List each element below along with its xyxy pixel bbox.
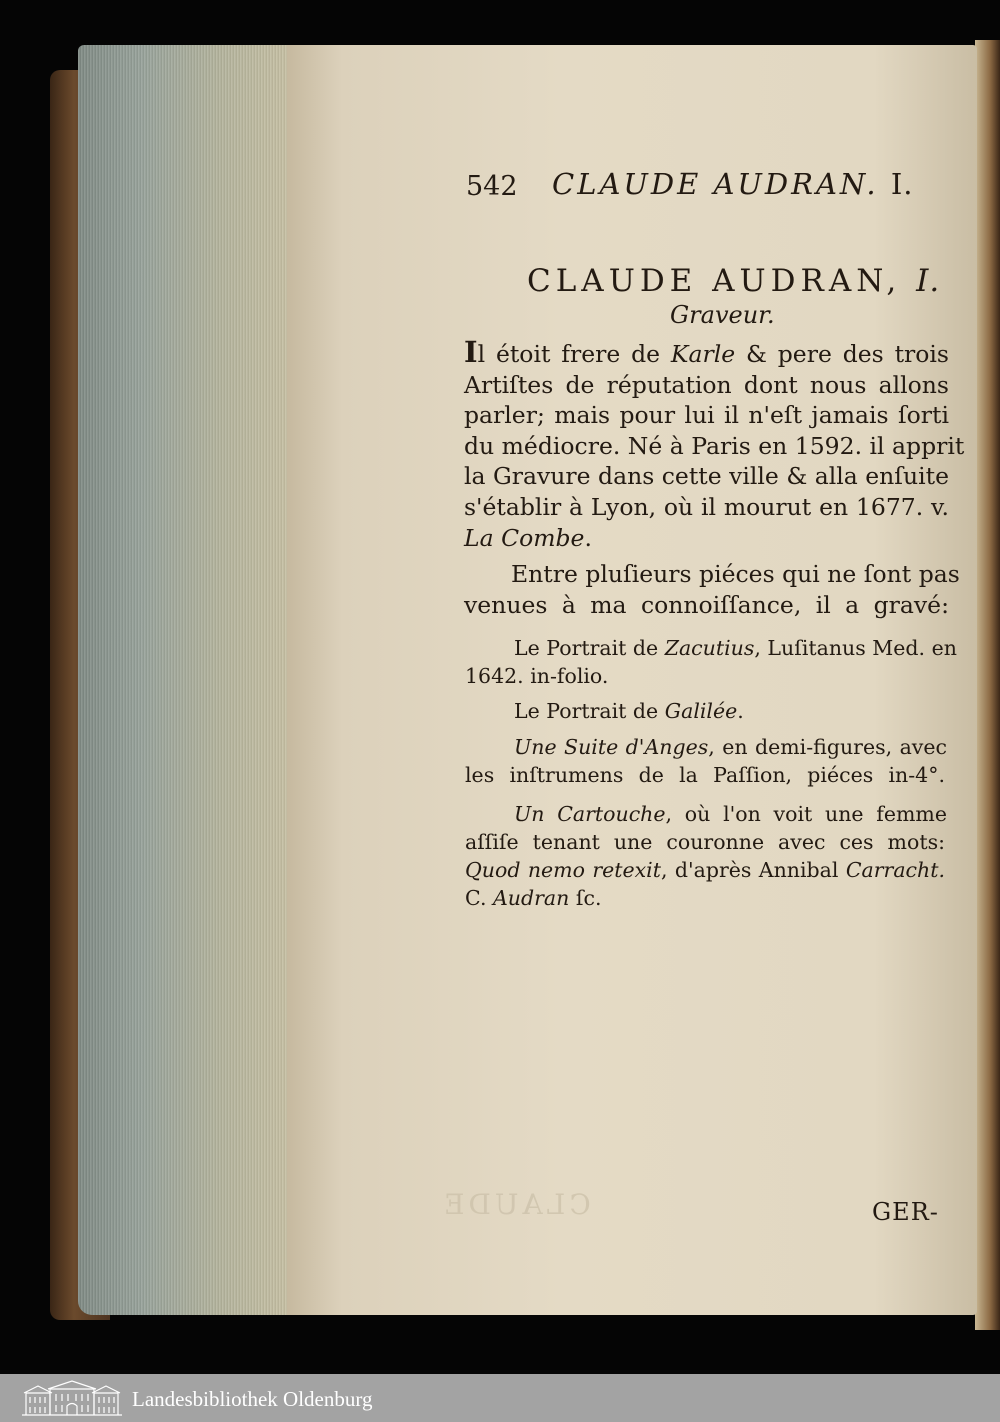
entry-title: CLAUDE AUDRAN, I. — [527, 263, 941, 299]
biography-paragraph — [464, 335, 965, 553]
text-line: Il étoit frere de Karle & pere des trois — [464, 335, 949, 369]
catchword: GER- — [872, 1198, 939, 1226]
book-page — [287, 45, 977, 1315]
text-line: la Gravure dans cette ville & alla enſuite — [464, 462, 949, 491]
text-line: venues à ma connoiſſance, il a gravé: — [464, 590, 949, 619]
show-through-text: CLAUDE — [440, 1188, 591, 1221]
footer-label: Landesbibliothek Oldenburg — [132, 1387, 373, 1411]
work-item: Le Portrait de Zacutius, Luſitanus Med. en 1642. in-folio. — [465, 636, 957, 688]
text-line: La Combe. — [464, 523, 592, 552]
footer-bar — [0, 1374, 1000, 1422]
running-head: CLAUDE AUDRAN. I. — [552, 167, 914, 201]
text-line: Entre pluſieurs piéces qui ne ſont pas — [511, 560, 960, 588]
library-building-icon — [20, 1379, 124, 1417]
text-line: parler; mais pour lui il n'eſt jamais ſorti — [464, 401, 949, 430]
entry-subtitle: Graveur. — [670, 301, 775, 329]
book-cover-right — [975, 40, 1000, 1330]
page-number: 542 — [466, 171, 518, 202]
text-line: s'établir à Lyon, où il mourut en 1677. v. — [464, 492, 949, 521]
work-item: Un Cartouche, où l'on voit une femme aſſiſe tenant une couronne avec ces mots: Quod nemo retexit, d'après Annibal Carracht. C. Audran ſc. — [465, 802, 947, 910]
page-fore-edge — [78, 45, 293, 1315]
works-intro-paragraph — [464, 559, 960, 620]
work-item: Une Suite d'Anges, en demi-figures, avec les inſtrumens de la Paſſion, piéces in-4°. — [465, 735, 947, 787]
text-line: du médiocre. Né à Paris en 1592. il apprit — [464, 431, 965, 460]
work-item: Le Portrait de Galilée. — [514, 699, 744, 723]
text-line: Artiſtes de réputation dont nous allons — [464, 370, 949, 399]
